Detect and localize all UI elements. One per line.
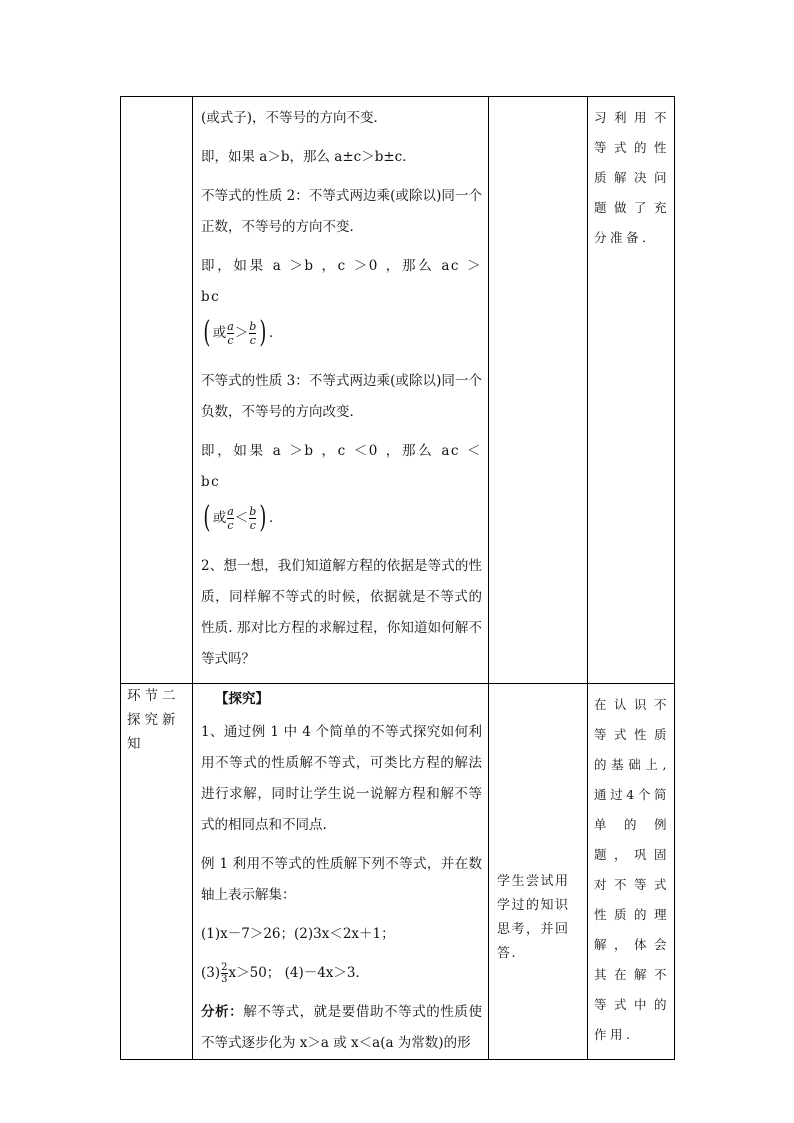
explore-paragraph: 1、通过例 1 中 4 个简单的不等式探究如何利用不等式的性质解不等式，可类比方程的解法进行求解，同时让学生说一说解方程和解不等式的相同点和不同点. xyxy=(201,724,482,833)
teaching-content-cell xyxy=(193,684,489,1060)
design-intent-cell xyxy=(588,684,675,1060)
stage-cell xyxy=(121,684,193,1060)
student-activity-cell-empty xyxy=(489,97,588,684)
lesson-plan-table xyxy=(120,96,675,1060)
analysis-paragraph: 分析：解不等式，就是要借助不等式的性质使不等式逐步化为 x＞a 或 x＜a(a 为常数)的形 xyxy=(201,1004,483,1051)
property3-text: 不等式的性质 3：不等式两边乘(或除以)同一个负数，不等号的方向改变． xyxy=(201,373,482,420)
property2-fraction-line: ( 或 $\frac{a}{c}$ ＞ $\frac{b}{c}$ ) ． xyxy=(203,315,283,350)
property1-statement: 即，如果 a＞b，那么 a±c＞b±c． xyxy=(201,149,416,165)
student-activity-text: 学生尝试用学过的知识思考，并回答. xyxy=(497,874,570,961)
property2-statement: 即，如果 a ＞b ，c ＞0 ，那么 ac ＞bc xyxy=(201,258,482,305)
property2-text: 不等式的性质 2：不等式两边乘(或除以)同一个正数，不等号的方向不变． xyxy=(201,188,482,235)
design-intent-cell xyxy=(588,97,675,684)
design-intent-text: 在认识不等式性质的基础上,通过4个简单的例题，巩固对不等式性质的理解，体会其在解不等式中的作用. xyxy=(594,697,670,1042)
inequalities-line-1: (1)x－7＞26；(2)3x＜2x＋1； xyxy=(201,926,395,942)
table-row xyxy=(121,97,675,684)
stage-label: 环节二 探究新知 xyxy=(127,688,180,752)
stage-cell-empty xyxy=(121,97,193,684)
think-question: 2、想一想，我们知道解方程的依据是等式的性质，同样解不等式的时候，依据就是不等式的性质. 那对比方程的求解过程，你知道如何解不等式吗？ xyxy=(201,558,482,667)
table-row xyxy=(121,684,675,1060)
teaching-content-cell xyxy=(193,97,489,684)
continued-text: (或式子)，不等号的方向不变． xyxy=(201,110,388,126)
property3-statement: 即，如果 a ＞b ，c ＜0 ，那么 ac ＜bc xyxy=(201,443,482,490)
section-heading: 【探究】 xyxy=(215,691,269,707)
design-intent-text: 习利用不等式的性质解决问题做了充分准备． xyxy=(594,110,670,245)
example-paragraph: 例 1 利用不等式的性质解下列不等式，并在数轴上表示解集： xyxy=(201,856,482,903)
student-activity-cell xyxy=(489,684,588,1060)
property3-fraction-line: ( 或 $\frac{a}{c}$ ＜ $\frac{b}{c}$ ) ． xyxy=(203,500,283,535)
inequalities-line-2: (3) $\frac{2}{3}$ x＞50； (4)－4x＞3． xyxy=(201,962,369,985)
